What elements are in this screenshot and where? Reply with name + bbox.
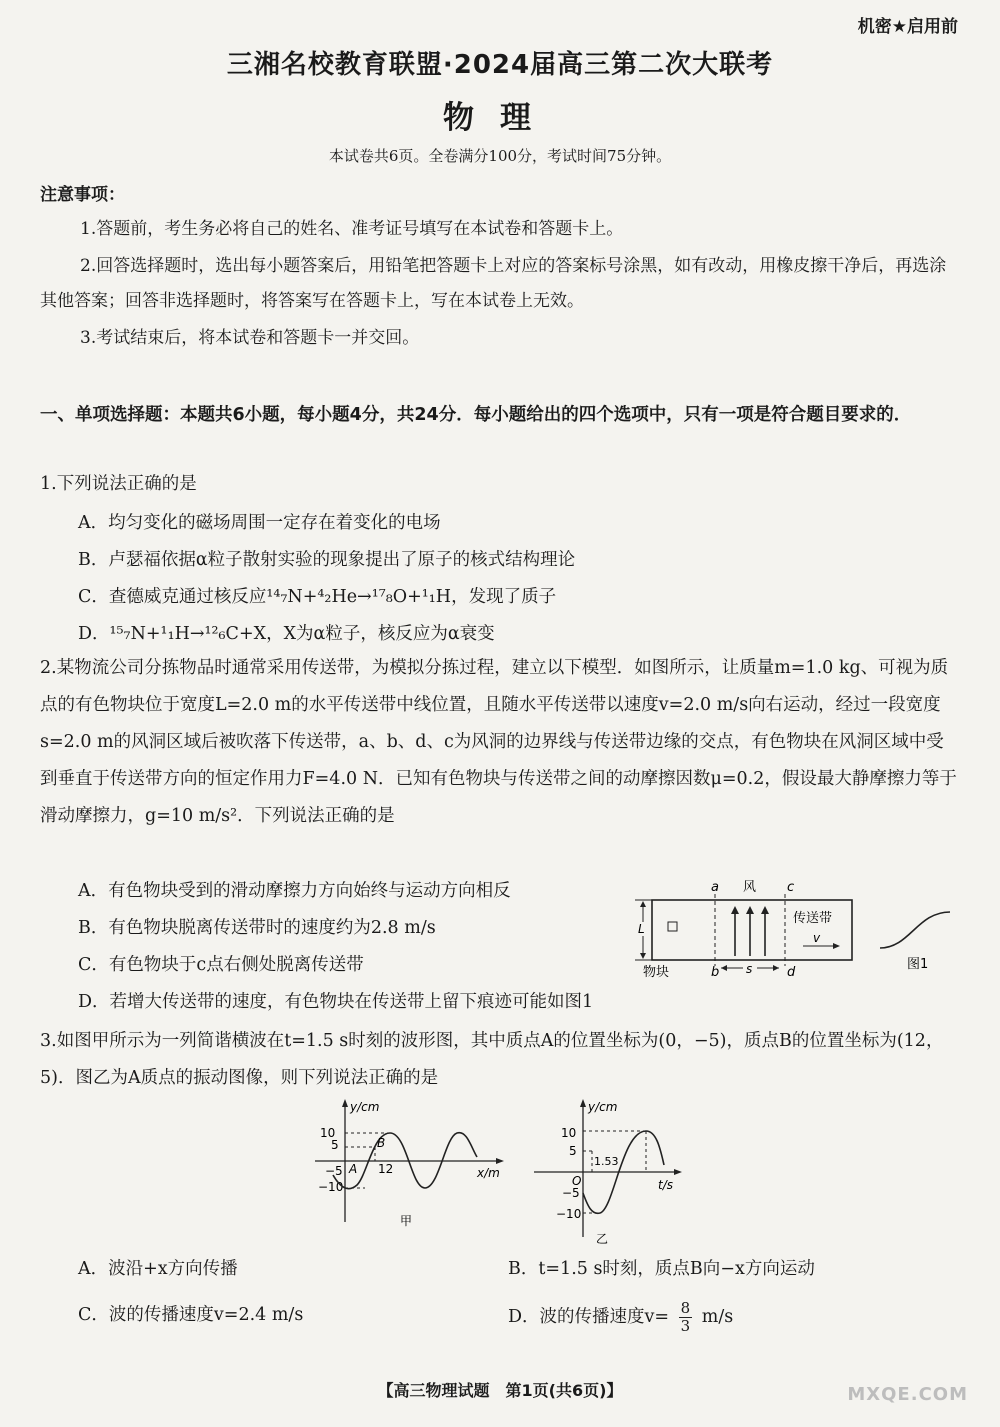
q2-stem: 2.某物流公司分拣物品时通常采用传送带，为模拟分拣过程，建立以下模型．如图所示，让质量m=1.0 kg、可视为质点的有色物块位于宽度L=2.0 m的水平传送带中线位置，且随水平传送带以速度v=2.0 m/s向右运动，经过一段宽度s=2.0 m的风洞区域后被吹落下传送带，a、b、d、c为风洞的边界线与传送带边缘的交点，有色物块在风洞区域中受到垂直于传送带方向的恒定作用力F=4.0 N．已知有色物块与传送带之间的动摩擦因数μ=0.2，假设最大静摩擦力等于滑动摩擦力，g=10 m/s²．下列说法正确的是: [40, 658, 957, 826]
q3-option-d-unit: m/s: [701, 1307, 734, 1327]
point-d-label: d: [787, 965, 796, 980]
q2-option-b: B．有色物块脱离传送带时的速度约为2.8 m/s: [78, 918, 436, 938]
block-square: [668, 922, 677, 931]
note-2: 2.回答选择题时，选出每小题答案后，用铅笔把答题卡上对应的答案标号涂黑，如有改动，用橡皮擦干净后，再选涂其他答案；回答非选择题时，将答案写在答题卡上，写在本试卷上无效。: [40, 256, 947, 311]
exam-info: 本试卷共6页。全卷满分100分，考试时间75分钟。: [328, 147, 672, 165]
jia-tick-neg10: −10: [318, 1180, 344, 1194]
exam-title: 三湘名校教育联盟·2024届高三第二次大联考: [226, 50, 774, 80]
yi-tick-5: 5: [569, 1144, 577, 1158]
q3-option-d: [508, 1300, 733, 1335]
jia-y-label: y/cm: [350, 1100, 380, 1114]
jia-tick-5: 5: [331, 1138, 339, 1152]
note-1: 1.答题前，考生务必将自己的姓名、准考证号填写在本试卷和答题卡上。: [80, 219, 624, 239]
figure1-curve: [880, 912, 950, 948]
jia-tick-neg5: −5: [325, 1164, 343, 1178]
watermark-text: MXQE.COM: [847, 1384, 968, 1405]
q3-option-d-fraction: [679, 1300, 693, 1335]
block-label: 物块: [643, 965, 670, 980]
wave-graph-jia: [305, 1097, 505, 1229]
q3-option-c: C．波的传播速度v=2.4 m/s: [78, 1305, 304, 1325]
q3-option-a: A．波沿+x方向传播: [78, 1259, 238, 1279]
yi-origin: O: [572, 1174, 582, 1188]
q1-option-b: B．卢瑟福依据α粒子散射实验的现象提出了原子的核式结构理论: [78, 550, 576, 570]
notes-title: 注意事项：: [40, 185, 125, 205]
q2-option-d: D．若增大传送带的速度，有色物块在传送带上留下痕迹可能如图1: [78, 992, 594, 1012]
q1-option-a: A．均匀变化的磁场周围一定存在着变化的电场: [78, 513, 441, 533]
yi-tick-10: 10: [561, 1126, 577, 1140]
wind-label: 风: [743, 880, 757, 895]
L-label: L: [638, 922, 645, 936]
wind-arrows: [735, 910, 765, 956]
note-3: 3.考试结束后，将本试卷和答题卡一并交回。: [80, 328, 420, 348]
yi-y-label: y/cm: [588, 1100, 618, 1114]
jia-x-12: 12: [378, 1162, 394, 1176]
subject-title: 物理: [443, 100, 557, 136]
jia-caption: 甲: [400, 1214, 413, 1228]
q3-option-d-prefix: D．波的传播速度v=: [508, 1307, 670, 1327]
jia-tick-10: 10: [320, 1126, 336, 1140]
point-c-label: c: [787, 880, 795, 895]
conveyor-belt-figure: [625, 880, 960, 980]
yi-t-labels: 1.53: [594, 1155, 619, 1168]
yi-x-label: t/s: [658, 1178, 673, 1192]
yi-tick-neg10: −10: [556, 1207, 582, 1221]
q1-stem: 1.下列说法正确的是: [40, 474, 197, 494]
v-label: v: [813, 931, 821, 945]
page-footer: 【高三物理试题 第1页(共6页)】: [377, 1381, 623, 1400]
secret-mark: 机密★启用前: [857, 17, 958, 37]
q1-option-d: D．¹⁵₇N+¹₁H→¹²₆C+X，X为α粒子，核反应为α衰变: [78, 624, 495, 644]
vibration-graph-yi: [528, 1097, 688, 1247]
yi-tick-neg5: −5: [562, 1186, 580, 1200]
q2-option-a: A．有色物块受到的滑动摩擦力方向始终与运动方向相反: [78, 881, 511, 901]
figure1-caption: 图1: [907, 957, 929, 972]
point-a-label: a: [711, 880, 719, 895]
belt-label: 传送带: [793, 911, 833, 926]
q2-option-c: C．有色物块于c点右侧处脱离传送带: [78, 955, 364, 975]
jia-x-label: x/m: [477, 1166, 500, 1180]
point-b-label: b: [711, 965, 720, 980]
fraction-denominator: 3: [680, 1317, 691, 1335]
s-label: s: [746, 962, 753, 976]
section-heading: 一、单项选择题：本题共6小题，每小题4分，共24分．每小题给出的四个选项中，只有一项是符合题目要求的．: [40, 405, 912, 425]
yi-caption: 乙: [596, 1232, 609, 1246]
q3-option-b: B．t=1.5 s时刻，质点B向−x方向运动: [508, 1259, 815, 1279]
q1-option-c: C．查德威克通过核反应¹⁴₇N+⁴₂He→¹⁷₈O+¹₁H，发现了质子: [78, 587, 557, 607]
q3-stem: 3.如图甲所示为一列简谐横波在t=1.5 s时刻的波形图，其中质点A的位置坐标为(0，−5)，质点B的位置坐标为(12，5)．图乙为A质点的振动图像，则下列说法正确的是: [40, 1031, 944, 1088]
jia-point-B: B: [377, 1136, 386, 1150]
jia-point-A: A: [349, 1162, 358, 1176]
fraction-numerator: 8: [680, 1299, 691, 1317]
